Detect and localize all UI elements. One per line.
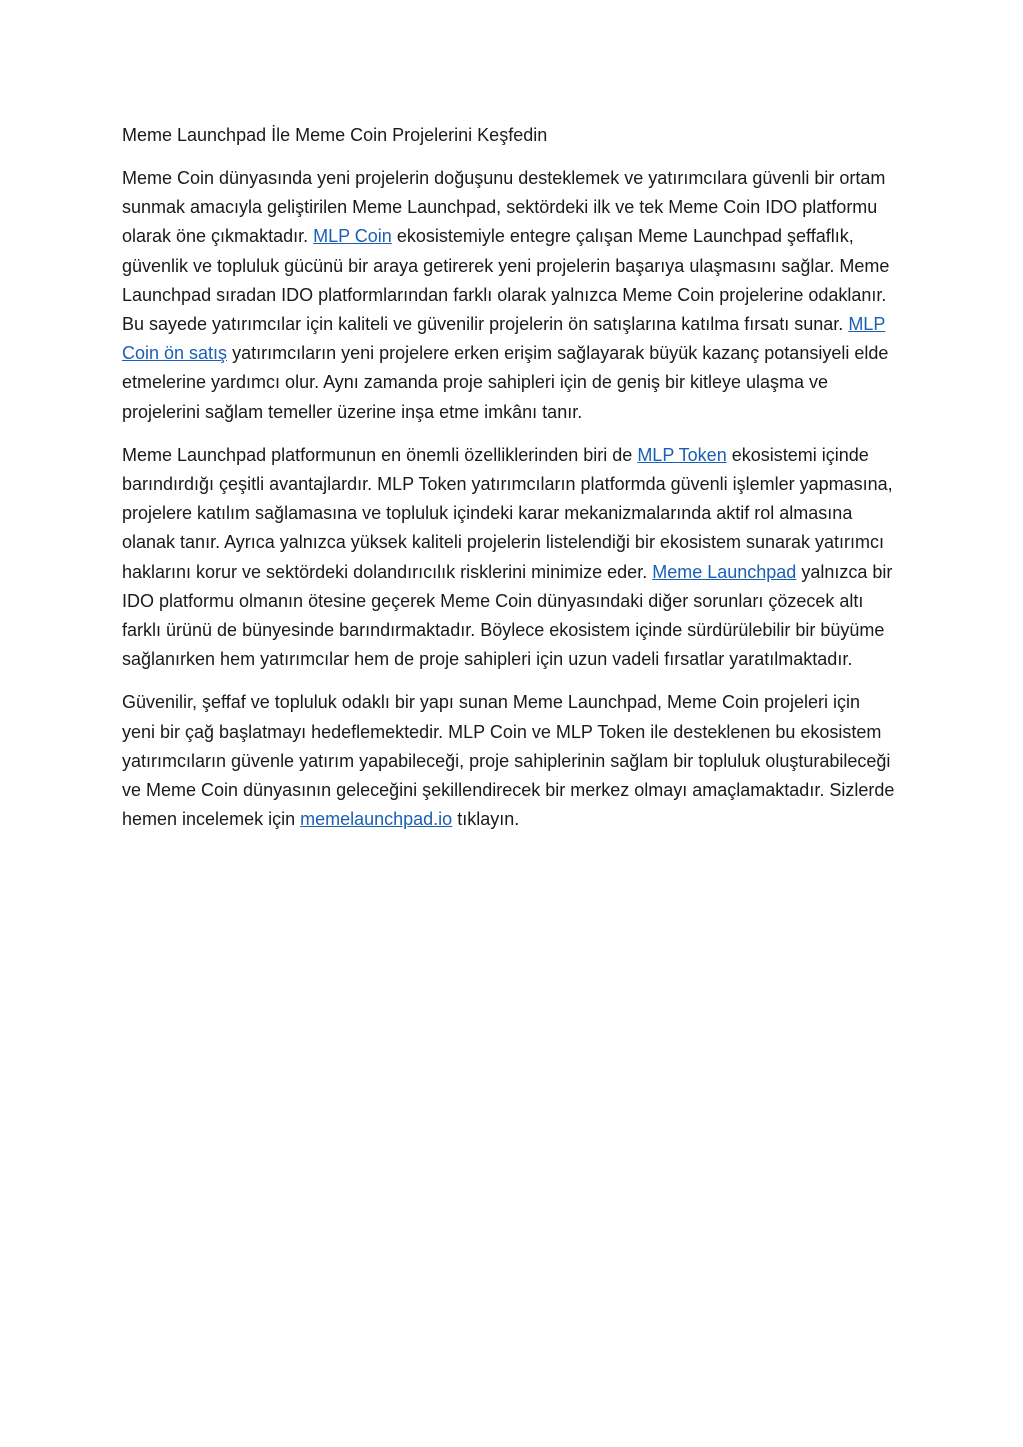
- mlp-coin-link[interactable]: MLP Coin: [313, 226, 392, 247]
- paragraph-1: [122, 164, 898, 427]
- paragraph-2-text-2: ekosistemi içinde barındırdığı çeşitli avantajlardır. MLP Token yatırımcıların platformda güvenli işlemler yapmasına, projelere katılım sağlamasına ve topluluk içindeki karar mekanizmalarında aktif rol almasına olanak tanır. Ayrıca yalnızca yüksek kaliteli projelerin listelendiği bir ekosistem sunarak yatırımcı haklarını korur ve sektördeki dolandırıcılık risklerini minimize eder.: [122, 444, 893, 582]
- document-page: [122, 121, 898, 848]
- paragraph-3-text-2: tıklayın.: [452, 809, 520, 830]
- paragraph-1-text-3: yatırımcıların yeni projelere erken erişim sağlayarak büyük kazanç potansiyeli elde etmelerine yardımcı olur. Aynı zamanda proje sahipleri için de geniş bir kitleye ulaşma ve projelerini sağlam temeller üzerine inşa etme imkânı tanır.: [122, 343, 889, 422]
- mlp-token-link[interactable]: MLP Token: [637, 444, 727, 465]
- mlp-coin-presale-link[interactable]: MLP Coin ön satış: [122, 314, 886, 364]
- memelaunchpad-io-link[interactable]: memelaunchpad.io: [300, 809, 453, 830]
- paragraph-3: [122, 688, 898, 834]
- paragraph-2: [122, 441, 898, 675]
- paragraph-3-text-1: Güvenilir, şeffaf ve topluluk odaklı bir yapı sunan Meme Launchpad, Meme Coin projeleri için yeni bir çağ başlatmayı hedeflemektedir. MLP Coin ve MLP Token ile desteklenen bu ekosistem yatırımcıların güvenle yatırım yapabileceği, proje sahiplerinin sağlam bir topluluk oluşturabileceği ve Meme Coin dünyasının geleceğini şekillendirecek bir merkez olmayı amaçlamaktadır. Sizlerde hemen incelemek için: [122, 692, 895, 830]
- document-title: Meme Launchpad İle Meme Coin Projelerini Keşfedin: [122, 125, 548, 145]
- paragraph-2-text-3: yalnızca bir IDO platformu olmanın ötesine geçerek Meme Coin dünyasındaki diğer sorunları çözecek altı farklı ürünü de bünyesinde barındırmaktadır. Böylece ekosistem içinde sürdürülebilir bir büyüme sağlanırken hem yatırımcılar hem de proje sahipleri için uzun vadeli fırsatlar yaratılmaktadır.: [122, 561, 893, 670]
- paragraph-2-text-1: Meme Launchpad platformunun en önemli özelliklerinden biri de: [122, 444, 638, 465]
- paragraph-1-text-1: Meme Coin dünyasında yeni projelerin doğuşunu desteklemek ve yatırımcılara güvenli bir ortam sunmak amacıyla geliştirilen Meme Launchpad, sektördeki ilk ve tek Meme Coin IDO platformu olarak öne çıkmaktadır.: [122, 168, 886, 247]
- paragraph-1-text-2: ekosistemiyle entegre çalışan Meme Launchpad şeffaflık, güvenlik ve topluluk gücünü bir araya getirerek yeni projelerin başarıya ulaşmasını sağlar. Meme Launchpad sıradan IDO platformlarından farklı olarak yalnızca Meme Coin projelerine odaklanır. Bu sayede yatırımcılar için kaliteli ve güvenilir projelerin ön satışlarına katılma fırsatı sunar.: [122, 226, 890, 335]
- meme-launchpad-link[interactable]: Meme Launchpad: [652, 561, 797, 582]
